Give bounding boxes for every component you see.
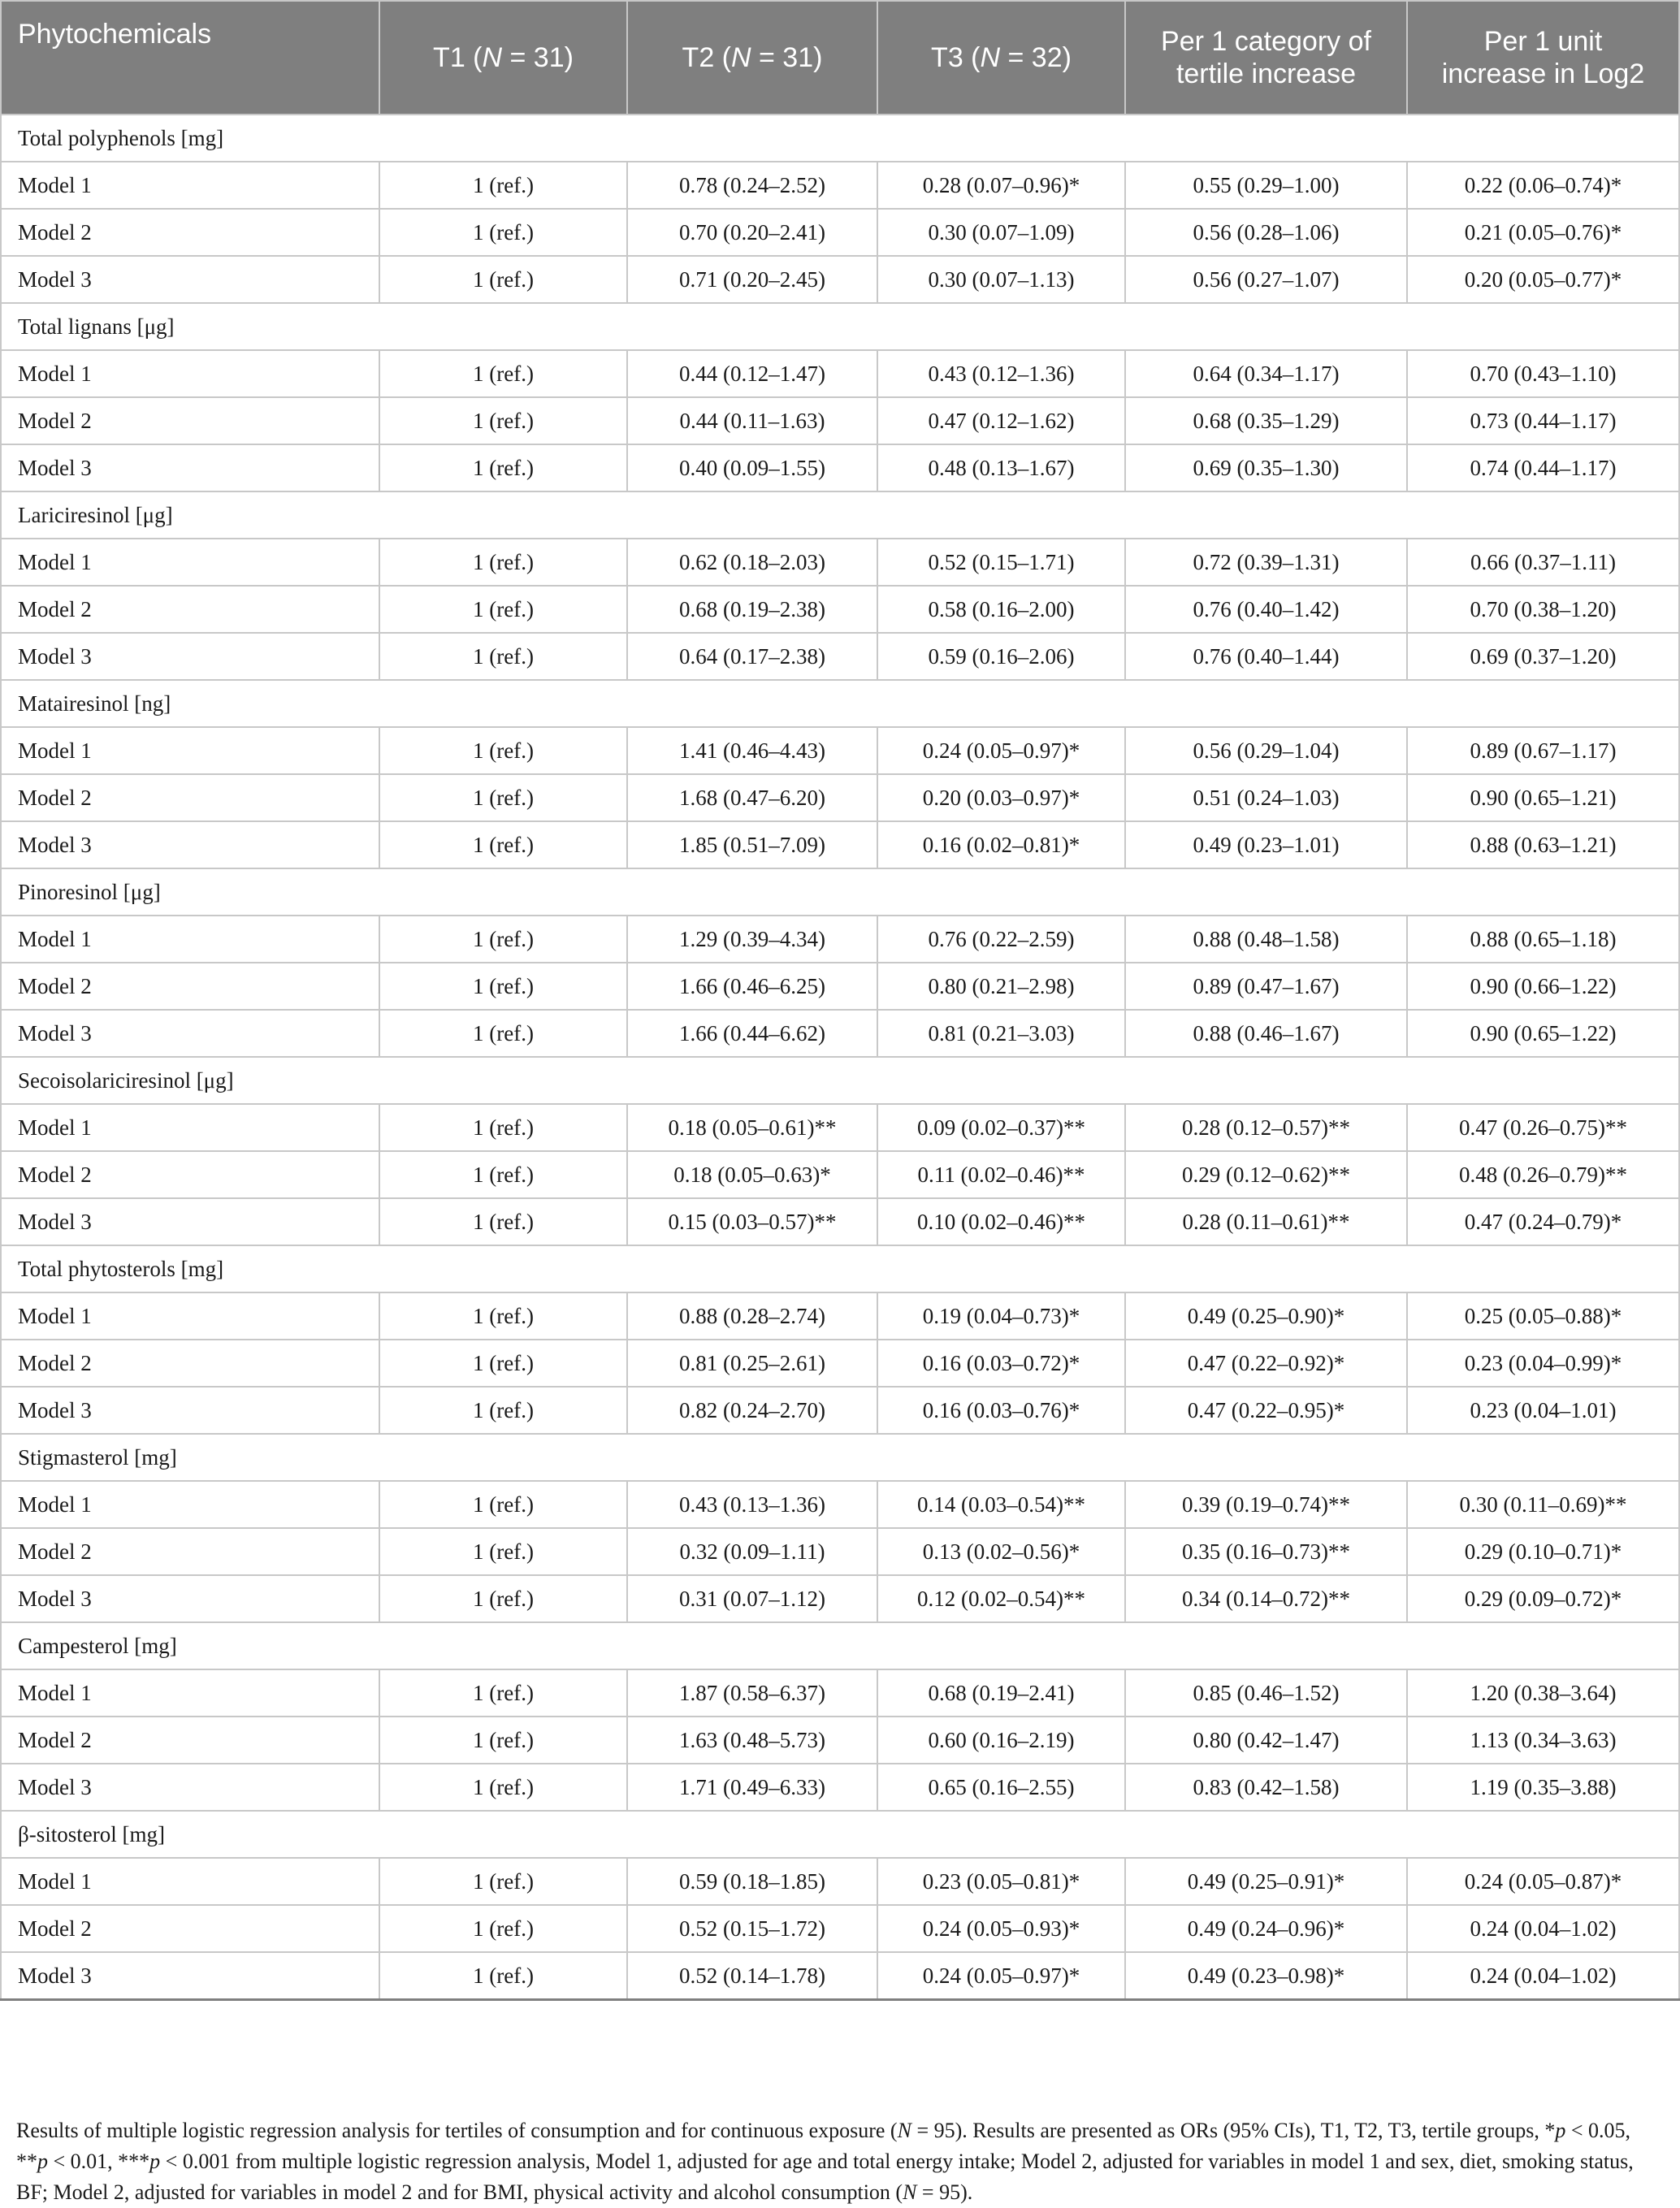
t3-cell: 0.47 (0.12–1.62) — [877, 397, 1125, 444]
group-row — [1, 1622, 1679, 1669]
model-label: Model 1 — [1, 1292, 379, 1340]
table-row — [1, 1764, 1679, 1811]
table-row — [1, 963, 1679, 1010]
per-tertile-cell: 0.28 (0.11–0.61)** — [1125, 1198, 1407, 1245]
table-row — [1, 1104, 1679, 1151]
table-row — [1, 1387, 1679, 1434]
per-tertile-cell: 0.80 (0.42–1.47) — [1125, 1717, 1407, 1764]
t1-cell: 1 (ref.) — [379, 1764, 627, 1811]
t3-cell: 0.58 (0.16–2.00) — [877, 586, 1125, 633]
per-tertile-cell: 0.88 (0.48–1.58) — [1125, 916, 1407, 963]
t1-cell: 1 (ref.) — [379, 209, 627, 256]
t3-cell: 0.20 (0.03–0.97)* — [877, 774, 1125, 821]
group-row — [1, 303, 1679, 350]
table-row — [1, 539, 1679, 586]
t3-cell: 0.14 (0.03–0.54)** — [877, 1481, 1125, 1528]
per-log2-cell: 0.70 (0.38–1.20) — [1407, 586, 1679, 633]
t3-cell: 0.16 (0.02–0.81)* — [877, 821, 1125, 868]
header-t1: T1 (N = 31) — [379, 1, 627, 115]
t2-cell: 1.85 (0.51–7.09) — [627, 821, 877, 868]
t3-cell: 0.59 (0.16–2.06) — [877, 633, 1125, 680]
model-label: Model 2 — [1, 963, 379, 1010]
model-label: Model 2 — [1, 1340, 379, 1387]
per-tertile-cell: 0.89 (0.47–1.67) — [1125, 963, 1407, 1010]
t2-cell: 1.68 (0.47–6.20) — [627, 774, 877, 821]
table-row — [1, 444, 1679, 491]
per-log2-cell: 0.20 (0.05–0.77)* — [1407, 256, 1679, 303]
table-row — [1, 821, 1679, 868]
table-body — [1, 115, 1679, 2000]
model-label: Model 1 — [1, 1104, 379, 1151]
per-tertile-cell: 0.56 (0.27–1.07) — [1125, 256, 1407, 303]
per-tertile-cell: 0.56 (0.28–1.06) — [1125, 209, 1407, 256]
per-log2-cell: 0.21 (0.05–0.76)* — [1407, 209, 1679, 256]
t1-cell: 1 (ref.) — [379, 1198, 627, 1245]
t1-cell: 1 (ref.) — [379, 633, 627, 680]
model-label: Model 3 — [1, 821, 379, 868]
per-log2-cell: 0.24 (0.04–1.02) — [1407, 1952, 1679, 2000]
t3-cell: 0.12 (0.02–0.54)** — [877, 1575, 1125, 1622]
t3-cell: 0.30 (0.07–1.13) — [877, 256, 1125, 303]
table-row — [1, 162, 1679, 209]
per-log2-cell: 1.13 (0.34–3.63) — [1407, 1717, 1679, 1764]
model-label: Model 2 — [1, 209, 379, 256]
per-tertile-cell: 0.85 (0.46–1.52) — [1125, 1669, 1407, 1717]
per-tertile-cell: 0.83 (0.42–1.58) — [1125, 1764, 1407, 1811]
model-label: Model 2 — [1, 1905, 379, 1952]
t3-cell: 0.19 (0.04–0.73)* — [877, 1292, 1125, 1340]
t1-cell: 1 (ref.) — [379, 1340, 627, 1387]
t2-cell: 0.59 (0.18–1.85) — [627, 1858, 877, 1905]
t2-cell: 0.52 (0.15–1.72) — [627, 1905, 877, 1952]
t2-cell: 0.15 (0.03–0.57)** — [627, 1198, 877, 1245]
table-row — [1, 1151, 1679, 1198]
model-label: Model 2 — [1, 586, 379, 633]
t3-cell: 0.16 (0.03–0.76)* — [877, 1387, 1125, 1434]
model-label: Model 2 — [1, 1717, 379, 1764]
t1-cell: 1 (ref.) — [379, 1292, 627, 1340]
group-label: Stigmasterol [mg] — [1, 1434, 1679, 1481]
per-tertile-cell: 0.39 (0.19–0.74)** — [1125, 1481, 1407, 1528]
t1-cell: 1 (ref.) — [379, 1669, 627, 1717]
model-label: Model 3 — [1, 256, 379, 303]
t1-cell: 1 (ref.) — [379, 1528, 627, 1575]
t2-cell: 0.44 (0.11–1.63) — [627, 397, 877, 444]
t1-cell: 1 (ref.) — [379, 727, 627, 774]
per-tertile-cell: 0.56 (0.29–1.04) — [1125, 727, 1407, 774]
table-row — [1, 586, 1679, 633]
table-row — [1, 1528, 1679, 1575]
per-tertile-cell: 0.72 (0.39–1.31) — [1125, 539, 1407, 586]
t2-cell: 1.66 (0.46–6.25) — [627, 963, 877, 1010]
t2-cell: 1.41 (0.46–4.43) — [627, 727, 877, 774]
t3-cell: 0.30 (0.07–1.09) — [877, 209, 1125, 256]
t3-cell: 0.52 (0.15–1.71) — [877, 539, 1125, 586]
per-tertile-cell: 0.49 (0.25–0.90)* — [1125, 1292, 1407, 1340]
table-row — [1, 916, 1679, 963]
t1-cell: 1 (ref.) — [379, 397, 627, 444]
model-label: Model 2 — [1, 397, 379, 444]
table-row — [1, 209, 1679, 256]
model-label: Model 3 — [1, 1764, 379, 1811]
t1-cell: 1 (ref.) — [379, 1717, 627, 1764]
t3-cell: 0.13 (0.02–0.56)* — [877, 1528, 1125, 1575]
t1-cell: 1 (ref.) — [379, 821, 627, 868]
group-row — [1, 491, 1679, 539]
per-log2-cell: 0.23 (0.04–0.99)* — [1407, 1340, 1679, 1387]
t3-cell: 0.11 (0.02–0.46)** — [877, 1151, 1125, 1198]
per-tertile-cell: 0.69 (0.35–1.30) — [1125, 444, 1407, 491]
table-row — [1, 1481, 1679, 1528]
model-label: Model 1 — [1, 1669, 379, 1717]
per-log2-cell: 0.48 (0.26–0.79)** — [1407, 1151, 1679, 1198]
per-log2-cell: 0.47 (0.24–0.79)* — [1407, 1198, 1679, 1245]
per-tertile-cell: 0.64 (0.34–1.17) — [1125, 350, 1407, 397]
t1-cell: 1 (ref.) — [379, 586, 627, 633]
t3-cell: 0.81 (0.21–3.03) — [877, 1010, 1125, 1057]
t2-cell: 0.18 (0.05–0.63)* — [627, 1151, 877, 1198]
t1-cell: 1 (ref.) — [379, 963, 627, 1010]
per-tertile-cell: 0.76 (0.40–1.44) — [1125, 633, 1407, 680]
model-label: Model 3 — [1, 444, 379, 491]
group-label: Secoisolariciresinol [μg] — [1, 1057, 1679, 1104]
table-row — [1, 1858, 1679, 1905]
t2-cell: 0.32 (0.09–1.11) — [627, 1528, 877, 1575]
t2-cell: 1.66 (0.44–6.62) — [627, 1010, 877, 1057]
group-label: Total lignans [μg] — [1, 303, 1679, 350]
table-row — [1, 1717, 1679, 1764]
t3-cell: 0.43 (0.12–1.36) — [877, 350, 1125, 397]
group-label: Pinoresinol [μg] — [1, 868, 1679, 916]
t1-cell: 1 (ref.) — [379, 1387, 627, 1434]
t2-cell: 1.71 (0.49–6.33) — [627, 1764, 877, 1811]
t2-cell: 0.62 (0.18–2.03) — [627, 539, 877, 586]
group-label: Campesterol [mg] — [1, 1622, 1679, 1669]
t2-cell: 0.70 (0.20–2.41) — [627, 209, 877, 256]
header-phytochemicals: Phytochemicals — [1, 1, 379, 115]
t2-cell: 0.44 (0.12–1.47) — [627, 350, 877, 397]
table-row — [1, 1575, 1679, 1622]
t2-cell: 0.52 (0.14–1.78) — [627, 1952, 877, 2000]
per-log2-cell: 1.20 (0.38–3.64) — [1407, 1669, 1679, 1717]
per-log2-cell: 0.47 (0.26–0.75)** — [1407, 1104, 1679, 1151]
group-label: Lariciresinol [μg] — [1, 491, 1679, 539]
table-row — [1, 633, 1679, 680]
table-footnote: Results of multiple logistic regression analysis for tertiles of consumption and for continuous exposure (N = 95). Results are presented as ORs (95% CIs), T1, T2, T3, tertile groups, *p < 0.05, **p < 0.01, ***p < 0.001 from multiple logistic regression analysis, Model 1, adjusted for age and total energy intake; Model 2, adjusted for variables in model 1 and sex, diet, smoking status, BF; Model 2, adjusted for variables in model 2 and for BMI, physical activity and alcohol consumption (N = 95). — [16, 2119, 1634, 2204]
group-label: Total polyphenols [mg] — [1, 115, 1679, 162]
model-label: Model 2 — [1, 1528, 379, 1575]
per-log2-cell: 0.90 (0.66–1.22) — [1407, 963, 1679, 1010]
per-log2-cell: 0.24 (0.04–1.02) — [1407, 1905, 1679, 1952]
model-label: Model 1 — [1, 727, 379, 774]
table-row — [1, 1010, 1679, 1057]
per-tertile-cell: 0.49 (0.25–0.91)* — [1125, 1858, 1407, 1905]
per-log2-cell: 0.29 (0.10–0.71)* — [1407, 1528, 1679, 1575]
per-tertile-cell: 0.34 (0.14–0.72)** — [1125, 1575, 1407, 1622]
per-tertile-cell: 0.55 (0.29–1.00) — [1125, 162, 1407, 209]
group-row — [1, 1811, 1679, 1858]
t2-cell: 0.81 (0.25–2.61) — [627, 1340, 877, 1387]
per-log2-cell: 0.24 (0.05–0.87)* — [1407, 1858, 1679, 1905]
model-label: Model 1 — [1, 350, 379, 397]
t1-cell: 1 (ref.) — [379, 444, 627, 491]
per-log2-cell: 0.89 (0.67–1.17) — [1407, 727, 1679, 774]
model-label: Model 2 — [1, 1151, 379, 1198]
per-log2-cell: 0.88 (0.65–1.18) — [1407, 916, 1679, 963]
table-row — [1, 256, 1679, 303]
t3-cell: 0.23 (0.05–0.81)* — [877, 1858, 1125, 1905]
per-log2-cell: 0.69 (0.37–1.20) — [1407, 633, 1679, 680]
per-log2-cell: 0.73 (0.44–1.17) — [1407, 397, 1679, 444]
model-label: Model 1 — [1, 539, 379, 586]
per-tertile-cell: 0.35 (0.16–0.73)** — [1125, 1528, 1407, 1575]
t3-cell: 0.65 (0.16–2.55) — [877, 1764, 1125, 1811]
model-label: Model 1 — [1, 162, 379, 209]
per-log2-cell: 0.29 (0.09–0.72)* — [1407, 1575, 1679, 1622]
t2-cell: 0.18 (0.05–0.61)** — [627, 1104, 877, 1151]
t1-cell: 1 (ref.) — [379, 1104, 627, 1151]
model-label: Model 1 — [1, 916, 379, 963]
group-row — [1, 1057, 1679, 1104]
per-log2-cell: 1.19 (0.35–3.88) — [1407, 1764, 1679, 1811]
group-row — [1, 868, 1679, 916]
table-row — [1, 1669, 1679, 1717]
table-row — [1, 1292, 1679, 1340]
t2-cell: 0.40 (0.09–1.55) — [627, 444, 877, 491]
t2-cell: 0.31 (0.07–1.12) — [627, 1575, 877, 1622]
model-label: Model 1 — [1, 1481, 379, 1528]
per-tertile-cell: 0.47 (0.22–0.95)* — [1125, 1387, 1407, 1434]
model-label: Model 3 — [1, 1387, 379, 1434]
t1-cell: 1 (ref.) — [379, 256, 627, 303]
group-label: Total phytosterols [mg] — [1, 1245, 1679, 1292]
model-label: Model 3 — [1, 1198, 379, 1245]
per-tertile-cell: 0.68 (0.35–1.29) — [1125, 397, 1407, 444]
per-tertile-cell: 0.47 (0.22–0.92)* — [1125, 1340, 1407, 1387]
header-t2: T2 (N = 31) — [627, 1, 877, 115]
table-row — [1, 350, 1679, 397]
t2-cell: 1.29 (0.39–4.34) — [627, 916, 877, 963]
per-tertile-cell: 0.49 (0.23–1.01) — [1125, 821, 1407, 868]
model-label: Model 3 — [1, 1952, 379, 2000]
t2-cell: 0.68 (0.19–2.38) — [627, 586, 877, 633]
t3-cell: 0.24 (0.05–0.97)* — [877, 1952, 1125, 2000]
table-row — [1, 1952, 1679, 2000]
t3-cell: 0.48 (0.13–1.67) — [877, 444, 1125, 491]
t2-cell: 0.71 (0.20–2.45) — [627, 256, 877, 303]
header-row — [1, 1, 1679, 115]
t2-cell: 0.88 (0.28–2.74) — [627, 1292, 877, 1340]
t1-cell: 1 (ref.) — [379, 1858, 627, 1905]
t1-cell: 1 (ref.) — [379, 1905, 627, 1952]
per-tertile-cell: 0.49 (0.23–0.98)* — [1125, 1952, 1407, 2000]
per-log2-cell: 0.30 (0.11–0.69)** — [1407, 1481, 1679, 1528]
t3-cell: 0.76 (0.22–2.59) — [877, 916, 1125, 963]
group-row — [1, 1245, 1679, 1292]
group-row — [1, 1434, 1679, 1481]
per-log2-cell: 0.22 (0.06–0.74)* — [1407, 162, 1679, 209]
header-t3: T3 (N = 32) — [877, 1, 1125, 115]
t2-cell: 1.63 (0.48–5.73) — [627, 1717, 877, 1764]
table-row — [1, 774, 1679, 821]
per-tertile-cell: 0.88 (0.46–1.67) — [1125, 1010, 1407, 1057]
per-log2-cell: 0.74 (0.44–1.17) — [1407, 444, 1679, 491]
per-tertile-cell: 0.29 (0.12–0.62)** — [1125, 1151, 1407, 1198]
model-label: Model 3 — [1, 1575, 379, 1622]
t2-cell: 1.87 (0.58–6.37) — [627, 1669, 877, 1717]
t1-cell: 1 (ref.) — [379, 1575, 627, 1622]
t3-cell: 0.24 (0.05–0.97)* — [877, 727, 1125, 774]
per-log2-cell: 0.23 (0.04–1.01) — [1407, 1387, 1679, 1434]
table-row — [1, 397, 1679, 444]
t1-cell: 1 (ref.) — [379, 1151, 627, 1198]
t3-cell: 0.68 (0.19–2.41) — [877, 1669, 1125, 1717]
table-row — [1, 1905, 1679, 1952]
t2-cell: 0.78 (0.24–2.52) — [627, 162, 877, 209]
header-per-tertile: Per 1 category of tertile increase — [1125, 1, 1407, 115]
t1-cell: 1 (ref.) — [379, 350, 627, 397]
t3-cell: 0.80 (0.21–2.98) — [877, 963, 1125, 1010]
model-label: Model 1 — [1, 1858, 379, 1905]
per-log2-cell: 0.88 (0.63–1.21) — [1407, 821, 1679, 868]
per-log2-cell: 0.66 (0.37–1.11) — [1407, 539, 1679, 586]
t3-cell: 0.09 (0.02–0.37)** — [877, 1104, 1125, 1151]
t1-cell: 1 (ref.) — [379, 774, 627, 821]
t3-cell: 0.24 (0.05–0.93)* — [877, 1905, 1125, 1952]
group-label: β-sitosterol [mg] — [1, 1811, 1679, 1858]
group-row — [1, 680, 1679, 727]
table-row — [1, 727, 1679, 774]
per-log2-cell: 0.70 (0.43–1.10) — [1407, 350, 1679, 397]
per-log2-cell: 0.90 (0.65–1.21) — [1407, 774, 1679, 821]
t3-cell: 0.60 (0.16–2.19) — [877, 1717, 1125, 1764]
model-label: Model 3 — [1, 1010, 379, 1057]
group-label: Matairesinol [ng] — [1, 680, 1679, 727]
model-label: Model 3 — [1, 633, 379, 680]
table-row — [1, 1198, 1679, 1245]
t1-cell: 1 (ref.) — [379, 1952, 627, 2000]
table-row — [1, 1340, 1679, 1387]
t1-cell: 1 (ref.) — [379, 1010, 627, 1057]
t2-cell: 0.64 (0.17–2.38) — [627, 633, 877, 680]
per-tertile-cell: 0.76 (0.40–1.42) — [1125, 586, 1407, 633]
t1-cell: 1 (ref.) — [379, 916, 627, 963]
group-row — [1, 115, 1679, 162]
model-label: Model 2 — [1, 774, 379, 821]
t1-cell: 1 (ref.) — [379, 1481, 627, 1528]
t3-cell: 0.16 (0.03–0.72)* — [877, 1340, 1125, 1387]
t3-cell: 0.10 (0.02–0.46)** — [877, 1198, 1125, 1245]
per-log2-cell: 0.90 (0.65–1.22) — [1407, 1010, 1679, 1057]
per-tertile-cell: 0.49 (0.24–0.96)* — [1125, 1905, 1407, 1952]
t1-cell: 1 (ref.) — [379, 539, 627, 586]
t2-cell: 0.43 (0.13–1.36) — [627, 1481, 877, 1528]
t2-cell: 0.82 (0.24–2.70) — [627, 1387, 877, 1434]
header-per-log2: Per 1 unit increase in Log2 — [1407, 1, 1679, 115]
per-tertile-cell: 0.28 (0.12–0.57)** — [1125, 1104, 1407, 1151]
per-tertile-cell: 0.51 (0.24–1.03) — [1125, 774, 1407, 821]
t1-cell: 1 (ref.) — [379, 162, 627, 209]
t3-cell: 0.28 (0.07–0.96)* — [877, 162, 1125, 209]
per-log2-cell: 0.25 (0.05–0.88)* — [1407, 1292, 1679, 1340]
